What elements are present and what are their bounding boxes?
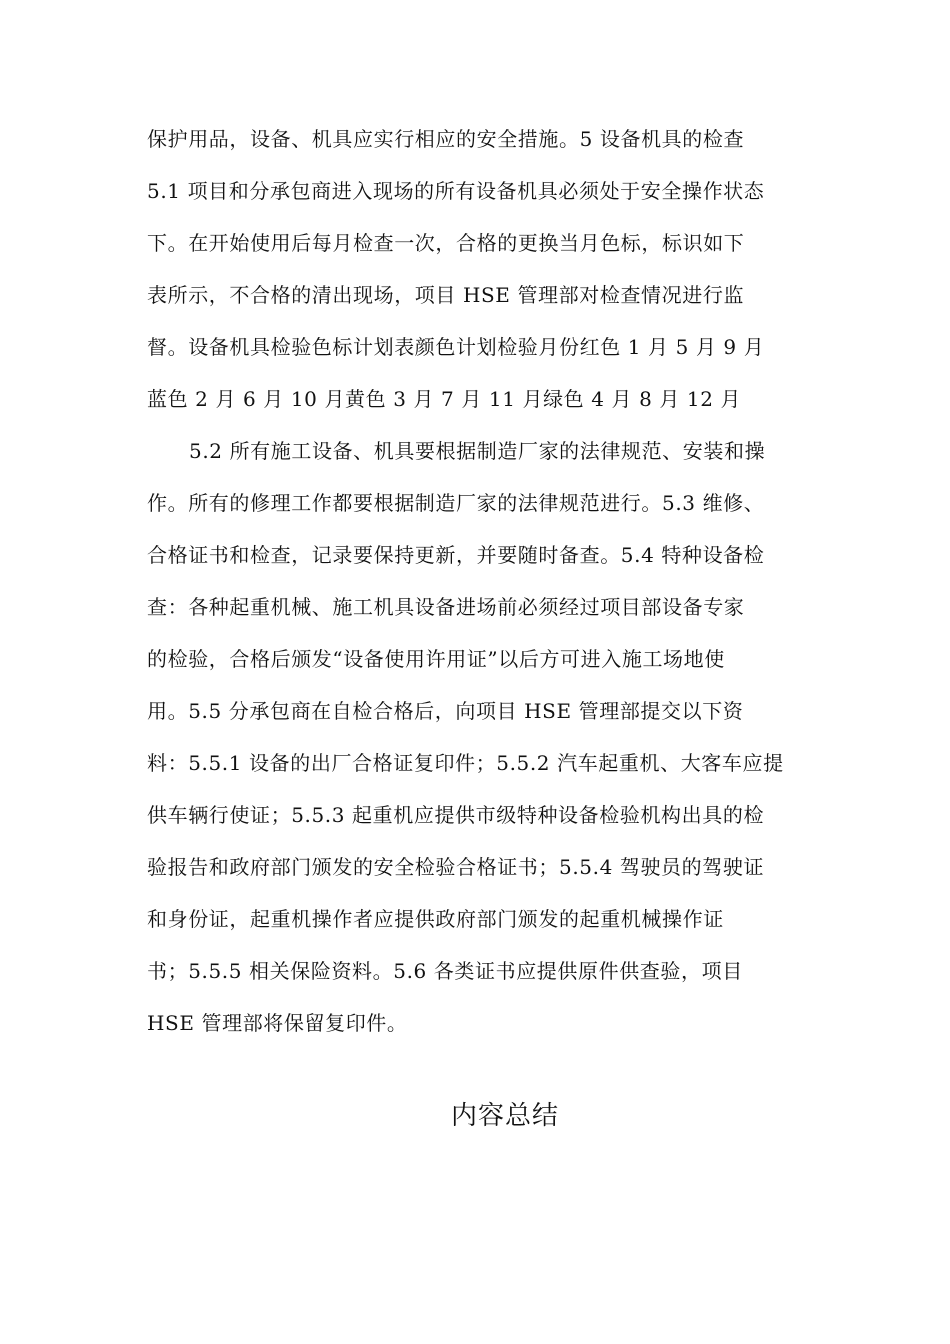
text-line: 用。5.5 分承包商在自检合格后，向项目 HSE 管理部提交以下资 xyxy=(147,699,744,723)
text-line: 的检验，合格后颁发“设备使用许用证”以后方可进入施工场地使 xyxy=(147,647,725,671)
text-line: 下。在开始使用后每月检查一次，合格的更换当月色标，标识如下 xyxy=(147,231,745,255)
text-line: 合格证书和检查，记录要保持更新，并要随时备查。5.4 特种设备检 xyxy=(147,543,765,567)
summary-heading: 内容总结 xyxy=(450,1101,559,1131)
paragraph-equipment-inspection xyxy=(147,118,811,430)
text-line: 5.2 所有施工设备、机具要根据制造厂家的法律规范、安装和操 xyxy=(189,439,766,463)
text-line: 料：5.5.1 设备的出厂合格证复印件；5.5.2 汽车起重机、大客车应提 xyxy=(147,751,784,775)
text-line: 保护用品，设备、机具应实行相应的安全措施。5 设备机具的检查 xyxy=(147,127,745,151)
text-line: 查：各种起重机械、施工机具设备进场前必须经过项目部设备专家 xyxy=(147,595,745,619)
text-line: 验报告和政府部门颁发的安全检验合格证书；5.5.4 驾驶员的驾驶证 xyxy=(147,855,765,879)
text-line: HSE 管理部将保留复印件。 xyxy=(147,1011,408,1035)
text-line: 书；5.5.5 相关保险资料。5.6 各类证书应提供原件供查验，项目 xyxy=(147,959,743,983)
text-line: 供车辆行使证；5.5.3 起重机应提供市级特种设备检验机构出具的检 xyxy=(147,803,765,827)
paragraph-equipment-certificates xyxy=(147,430,811,1054)
text-line: 蓝色 2 月 6 月 10 月黄色 3 月 7 月 11 月绿色 4 月 8 月 12 月 xyxy=(147,387,742,411)
text-line: 和身份证，起重机操作者应提供政府部门颁发的起重机械操作证 xyxy=(147,907,724,931)
text-line: 表所示，不合格的清出现场，项目 HSE 管理部对检查情况进行监 xyxy=(147,283,745,307)
document-body xyxy=(147,118,811,1054)
text-line: 督。设备机具检验色标计划表颜色计划检验月份红色 1 月 5 月 9 月 xyxy=(147,335,765,359)
text-line: 5.1 项目和分承包商进入现场的所有设备机具必须处于安全操作状态 xyxy=(147,179,765,203)
text-line: 作。所有的修理工作都要根据制造厂家的法律规范进行。5.3 维修、 xyxy=(147,491,765,515)
